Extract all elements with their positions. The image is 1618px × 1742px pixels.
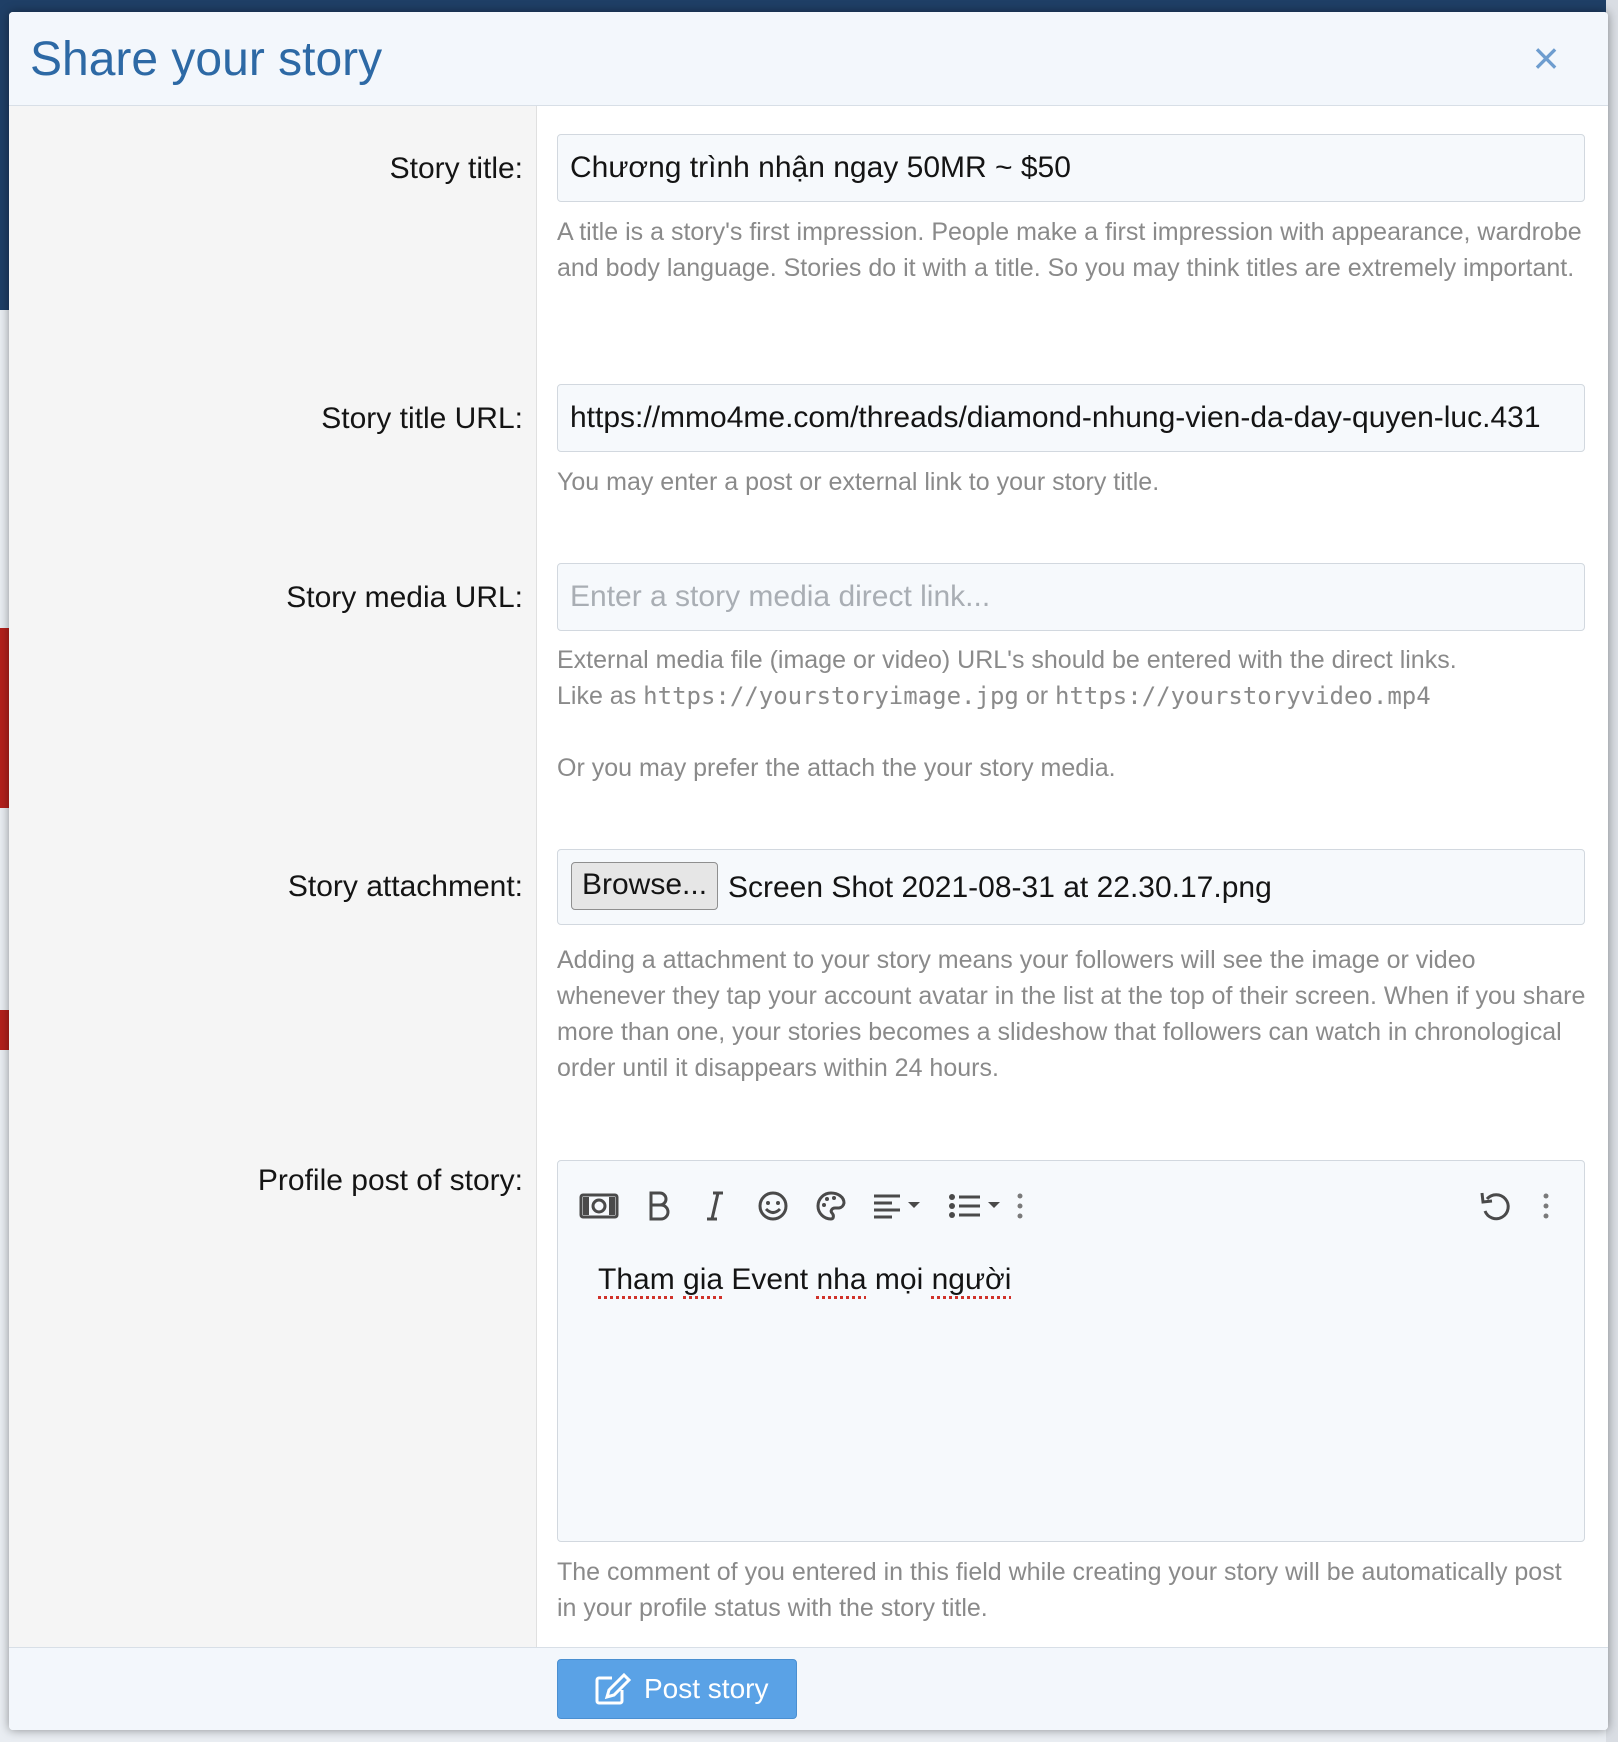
story-media-url-input[interactable]: Enter a story media direct link... bbox=[557, 563, 1585, 631]
align-dropdown-icon[interactable] bbox=[870, 1185, 928, 1227]
profile-post-content[interactable] bbox=[598, 1263, 1011, 1297]
hint-line bbox=[557, 678, 1587, 714]
example-video-url: https://yourstoryvideo.mp4 bbox=[1055, 682, 1431, 710]
story-title-input[interactable]: Chương trình nhận ngay 50MR ~ $50 bbox=[557, 134, 1585, 202]
story-media-url-hint bbox=[557, 642, 1587, 786]
misspelled-word: người bbox=[931, 1263, 1012, 1296]
smiley-icon[interactable] bbox=[754, 1185, 792, 1227]
story-attachment-label: Story attachment: bbox=[287, 870, 523, 903]
story-attachment-hint: Adding a attachment to your story means your followers will see the image or video whenever they tap your account avatar in the list at the top of their screen. When if you share more than one, your stories becomes a slideshow that followers can watch in chronological order until it disappears within 24 hours. bbox=[557, 946, 1586, 1082]
more-vertical-icon[interactable] bbox=[1534, 1185, 1558, 1227]
bold-icon[interactable] bbox=[642, 1185, 676, 1227]
palette-icon[interactable] bbox=[812, 1185, 850, 1227]
money-icon[interactable] bbox=[576, 1185, 622, 1227]
dialog-title: Share your story bbox=[30, 33, 383, 86]
story-title-label: Story title: bbox=[389, 152, 523, 185]
profile-post-hint: The comment of you entered in this field while creating your story will be automatically post in your profile status with the story title. bbox=[557, 1558, 1562, 1622]
dialog-header bbox=[9, 12, 1608, 106]
story-attachment-field bbox=[557, 849, 1585, 925]
post-story-label: Post story bbox=[644, 1673, 769, 1704]
story-media-url-label: Story media URL: bbox=[286, 581, 523, 614]
undo-icon[interactable] bbox=[1476, 1185, 1516, 1227]
profile-post-label: Profile post of story: bbox=[257, 1164, 523, 1197]
word: Event bbox=[731, 1263, 809, 1296]
attachment-file-name: Screen Shot 2021-08-31 at 22.30.17.png bbox=[728, 871, 1272, 904]
story-form bbox=[9, 106, 1608, 1647]
hint-spacer bbox=[557, 714, 1587, 750]
share-story-dialog bbox=[9, 12, 1608, 1730]
post-story-button[interactable] bbox=[557, 1659, 797, 1719]
example-image-url: https://yourstoryimage.jpg bbox=[643, 682, 1019, 710]
story-title-hint: A title is a story's first impression. People make a first impression with appearance, wardrobe and body language. Stories do it with a title. So you may think titles are extremely important. bbox=[557, 218, 1582, 282]
hint-text: Like as bbox=[557, 682, 637, 710]
story-title-url-input[interactable]: https://mmo4me.com/threads/diamond-nhung-vien-da-day-quyen-luc.431 bbox=[557, 384, 1585, 452]
hint-line: Or you may prefer the attach the your story media. bbox=[557, 754, 1116, 782]
misspelled-word: gia bbox=[683, 1263, 724, 1296]
hint-line: External media file (image or video) URL's should be entered with the direct links. bbox=[557, 646, 1457, 674]
misspelled-word: nha bbox=[816, 1263, 867, 1296]
italic-icon[interactable] bbox=[698, 1185, 732, 1227]
hint-text: or bbox=[1025, 682, 1049, 710]
word: mọi bbox=[874, 1263, 924, 1296]
dialog-footer bbox=[9, 1647, 1608, 1730]
story-title-url-hint: You may enter a post or external link to your story title. bbox=[557, 468, 1160, 496]
list-dropdown-icon[interactable] bbox=[946, 1185, 1008, 1227]
edit-icon bbox=[594, 1672, 632, 1706]
profile-post-editor[interactable] bbox=[557, 1160, 1585, 1542]
misspelled-word: Tham bbox=[598, 1263, 675, 1296]
close-icon[interactable]: × bbox=[1532, 32, 1560, 84]
more-vertical-icon[interactable] bbox=[1008, 1185, 1032, 1227]
story-title-url-label: Story title URL: bbox=[321, 402, 523, 435]
browse-button[interactable]: Browse... bbox=[571, 862, 718, 910]
